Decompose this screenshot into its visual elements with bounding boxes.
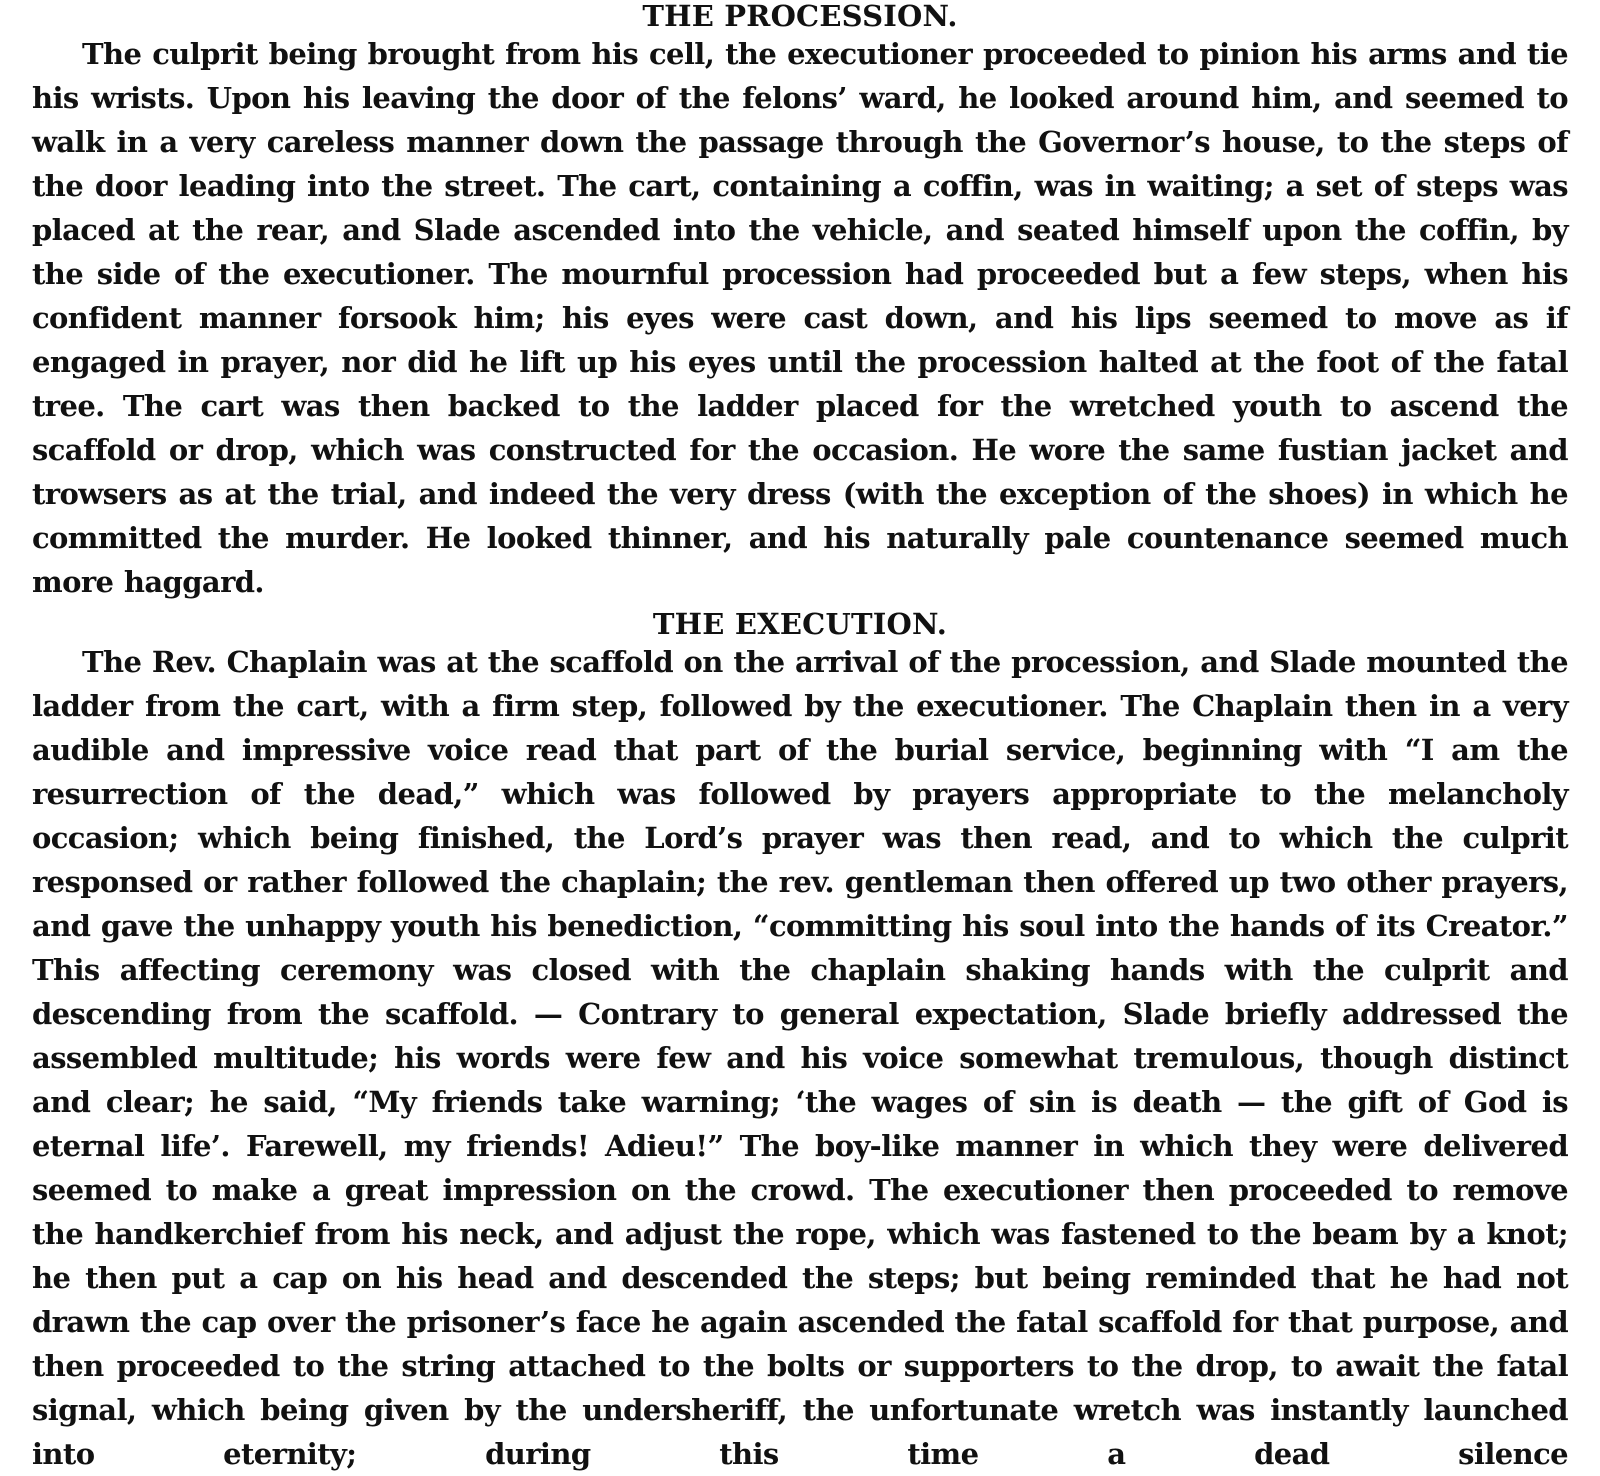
paragraph-execution: The Rev. Chaplain was at the scaffold on the arrival of the procession, and Slade mounted the ladder from the cart, with a firm step, followed by the executioner. The Chaplain then in a very audible and impressive voice read that part of the burial service, beginning with “I am the resurrection of the dead,” which was followed by prayers appropriate to the melancholy occasion; which being finished, the Lord’s prayer was then read, and to which the culprit responsed or rather followed the chaplain; the rev. gentleman then offered up two other prayers, and gave the unhappy youth his benediction, “committing his soul into the hands of its Creator.” This affecting ceremony was closed with the chaplain shaking hands with the culprit and descending from the scaffold. — Contrary to general expectation, Slade briefly addressed the assembled multitude; his words were few and his voice somewhat tremulous, though distinct and clear; he said, “My friends take warning; ‘the wages of sin is death — the gift of God is eternal life’. Farewell, my friends! Adieu!” The boy-like manner in which they were delivered seemed to make a great impression on the crowd. The executioner then proceeded to remove the handkerchief from his neck, and adjust the rope, which was fastened to the beam by a knot; he then put a cap on his head and descended the steps; but being reminded that he had not drawn the cap over the prisoner’s face he again ascended the fatal scaffold for that purpose, and then proceeded to the string attached to the bolts or supporters to the drop, to await the fatal signal, which being given by the undersheriff, the unfortunate wretch was instantly launched into eternity; during this time a dead silence xyxy=(32,645,1568,1471)
section-heading-procession: THE PROCESSION. xyxy=(642,0,958,33)
paragraph-procession: The culprit being brought from his cell, the executioner proceeded to pinion his arms and tie his wrists. Upon his leaving the door of the felons’ ward, he looked around him, and seemed to walk in a very careless manner down the passage through the Governor’s house, to the steps of the door leading into the street. The cart, containing a coffin, was in waiting; a set of steps was placed at the rear, and Slade ascended into the vehicle, and seated himself upon the coffin, by the side of the executioner. The mournful procession had proceeded but a few steps, when his confident manner forsook him; his eyes were cast down, and his lips seemed to move as if engaged in prayer, nor did he lift up his eyes until the procession halted at the foot of the fatal tree. The cart was then backed to the ladder placed for the wretched youth to ascend the scaffold or drop, which was constructed for the occasion. He wore the same fustian jacket and trowsers as at the trial, and indeed the very dress (with the exception of the shoes) in which he committed the murder. He looked thinner, and his naturally pale countenance seemed much more haggard. xyxy=(32,37,1568,599)
section-heading-execution: THE EXECUTION. xyxy=(652,607,948,641)
document-page xyxy=(32,0,1568,1476)
